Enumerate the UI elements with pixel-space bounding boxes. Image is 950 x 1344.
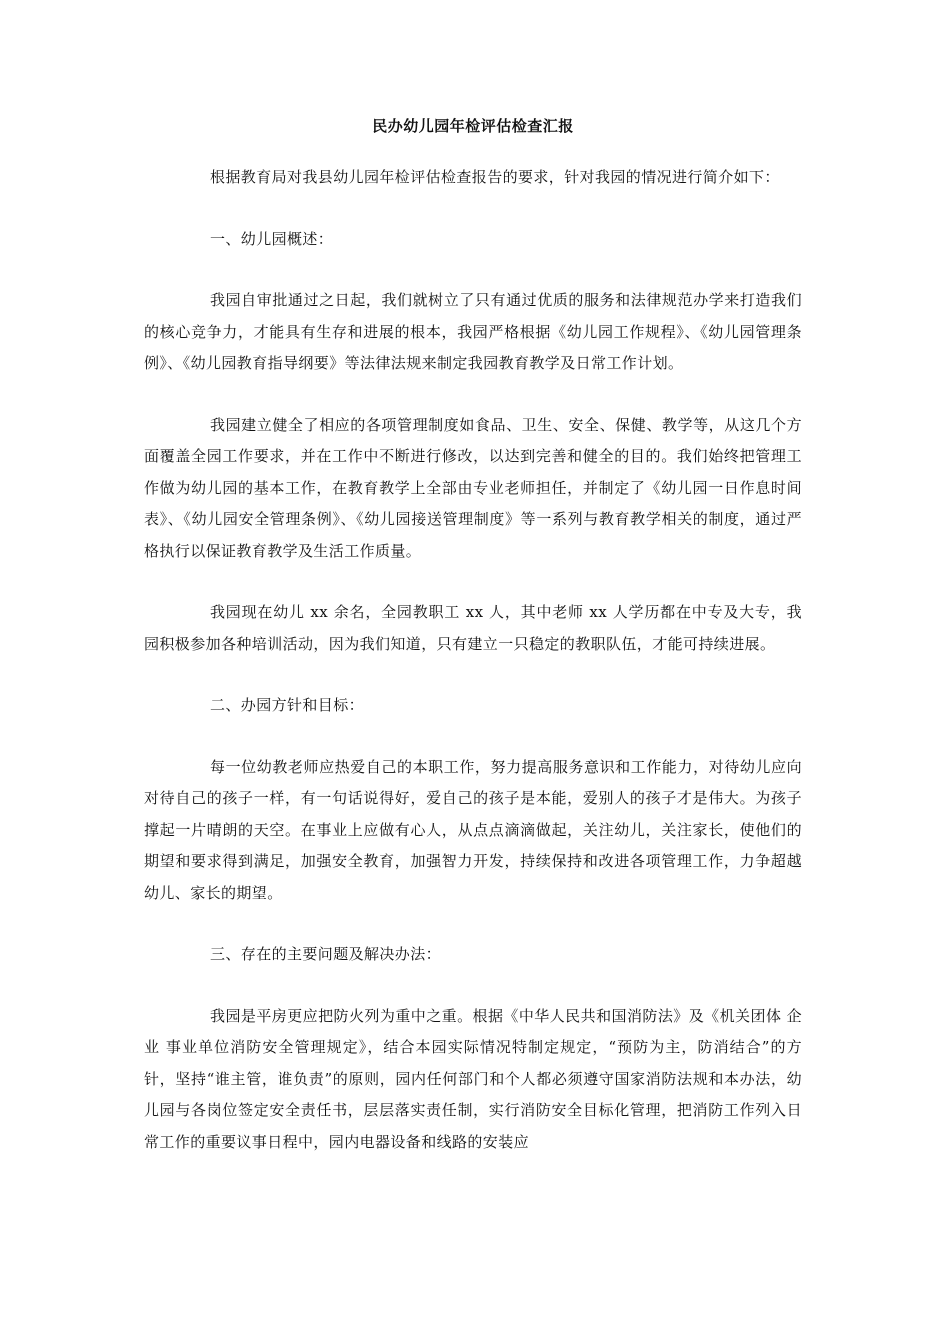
overview-paragraph: 我园建立健全了相应的各项管理制度如食品、卫生、安全、保健、教学等，从这几个方面覆盖全园工作要求，并在工作中不断进行修改，以达到完善和健全的目的。我们始终把管理工作做为幼儿园的基本工作，在教育教学上全部由专业老师担任，并制定了《幼儿园一日作息时间表》、《幼儿园安全管理条例》、《幼儿园接送管理制度》等一系列与教育教学相关的制度，通过严格执行以保证教育教学及生活工作质量。	[144, 415, 802, 560]
section-heading-overview: 一、幼儿园概述：	[210, 229, 334, 248]
intro-paragraph: 根据教育局对我县幼儿园年检评估检查报告的要求，针对我园的情况进行简介如下：	[210, 168, 780, 186]
section-heading-policy: 二、办园方针和目标：	[210, 696, 365, 714]
section-heading-problems: 三、存在的主要问题及解决办法：	[210, 945, 442, 963]
document-body	[144, 112, 802, 1188]
policy-paragraph: 每一位幼教老师应热爱自己的本职工作，努力提高服务意识和工作能力，对待幼儿应向对待自己的孩子一样，有一句话说得好，爱自己的孩子是本能，爱别人的孩子才是伟大。为孩子撑起一片晴朗的天空。在事业上应做有心人，从点点滴滴做起，关注幼儿，关注家长，使他们的期望和要求得到满足，加强安全教育，加强智力开发，持续保持和改进各项管理工作，力争超越幼儿、家长的期望。	[144, 757, 802, 902]
overview-paragraph: 我园现在幼儿 xx 余名，全园教职工 xx 人，其中老师 xx 人学历都在中专及大专，我园积极参加各种培训活动，因为我们知道，只有建立一只稳定的教职队伍，才能可持续进展。	[144, 603, 802, 653]
overview-paragraph: 我园自审批通过之日起，我们就树立了只有通过优质的服务和法律规范办学来打造我们的核心竞争力，才能具有生存和进展的根本，我园严格根据《幼儿园工作规程》、《幼儿园管理条例》、《幼儿园教育指导纲要》等法律法规来制定我园教育教学及日常工作计划。	[144, 291, 802, 372]
problems-paragraph: 我园是平房更应把防火列为重中之重。根据《中华人民共和国消防法》及《机关团体 企业 事业单位消防安全管理规定》，结合本园实际情况特制定规定，“预防为主，防消结合”的方针，坚持“谁主管，谁负责”的原则，园内任何部门和个人都必须遵守国家消防法规和本办法，幼儿园与各岗位签定安全责任书，层层落实责任制，实行消防安全目标化管理，把消防工作列入日常工作的重要议事日程中，园内电器设备和线路的安装应	[144, 1006, 802, 1151]
document-title: 民办幼儿园年检评估检查汇报	[372, 117, 574, 135]
